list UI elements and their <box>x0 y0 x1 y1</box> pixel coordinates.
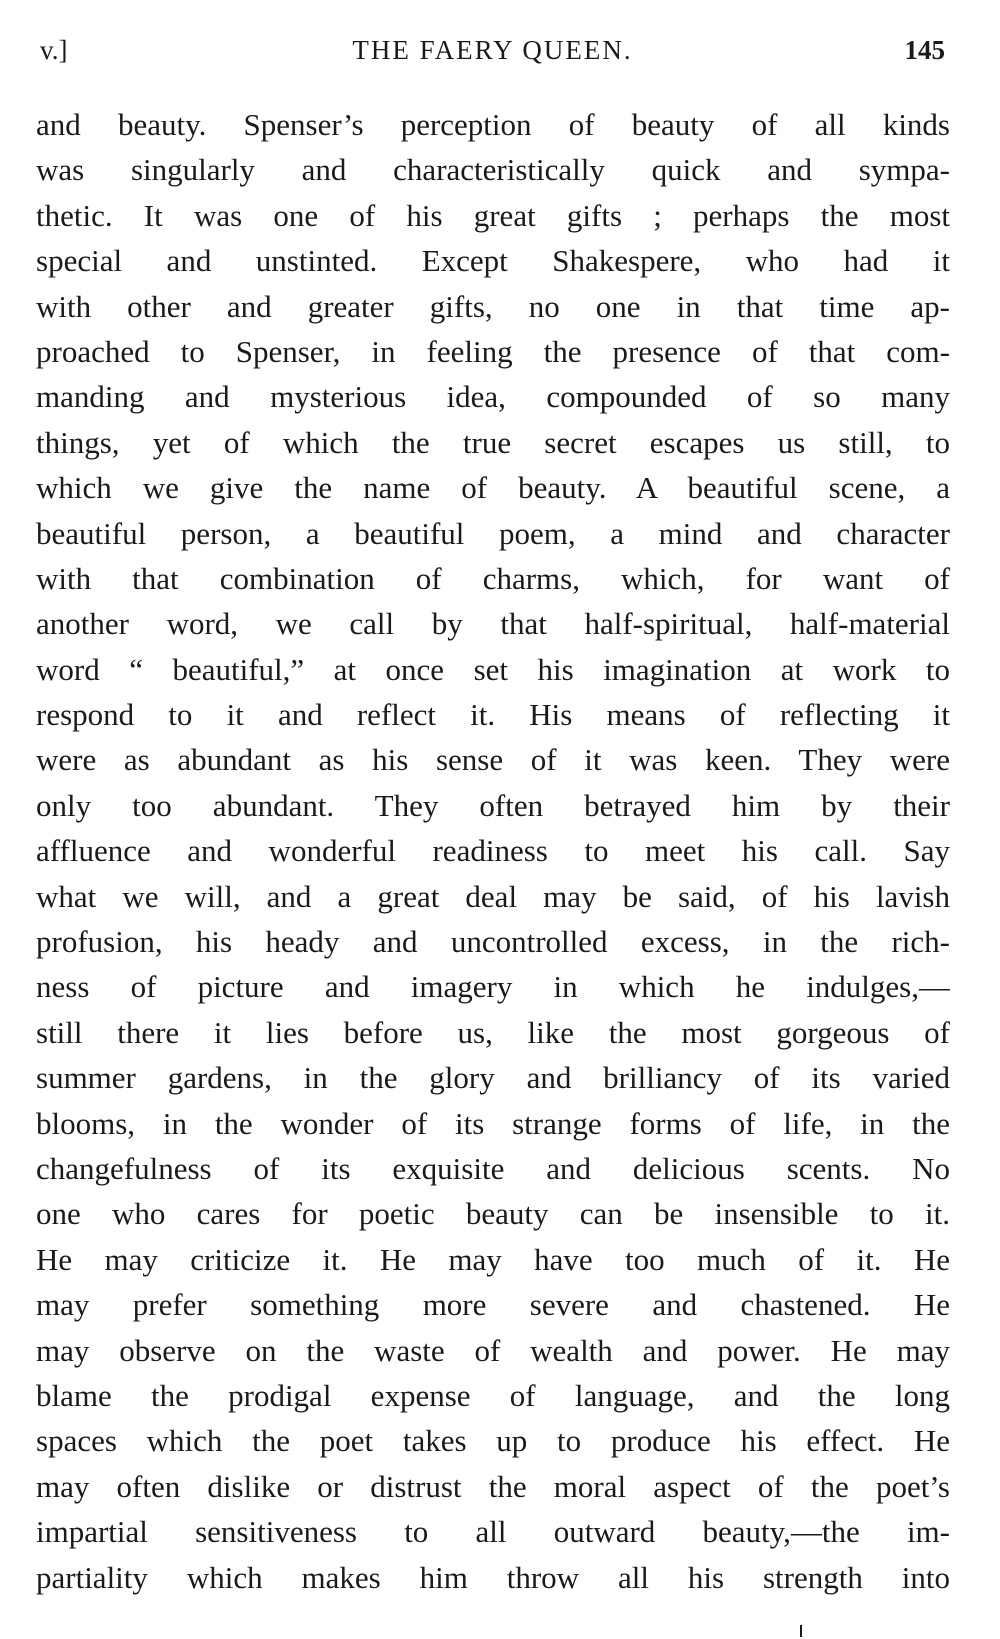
text-line: blooms, in the wonder of its strange forms of life, in the <box>36 1105 950 1141</box>
text-line: thetic. It was one of his great gifts ; perhaps the most <box>36 197 950 233</box>
text-line: only too abundant. They often betrayed him by their <box>36 787 950 823</box>
running-title: THE FAERY QUEEN. <box>352 35 633 65</box>
page-number: 145 <box>904 35 945 65</box>
text-line: respond to it and reflect it. His means of reflecting it <box>36 697 950 733</box>
text-line: may observe on the waste of wealth and power. He may <box>36 1332 950 1368</box>
text-line: ness of picture and imagery in which he indulges,— <box>36 969 950 1005</box>
text-line: proached to Spenser, in feeling the presence of that com- <box>36 333 950 369</box>
text-line: with that combination of charms, which, for want of <box>36 560 950 596</box>
text-line: were as abundant as his sense of it was keen. They were <box>36 742 950 778</box>
printer-mark <box>800 1625 802 1637</box>
text-line: special and unstinted. Except Shakespere, who had it <box>36 243 950 279</box>
text-line: which we give the name of beauty. A beautiful scene, a <box>36 470 950 506</box>
text-line: things, yet of which the true secret escapes us still, to <box>36 424 950 460</box>
text-line: was singularly and characteristically quick and sympa- <box>36 152 950 188</box>
text-line: changefulness of its exquisite and delicious scents. No <box>36 1150 950 1186</box>
text-line: impartial sensitiveness to all outward beauty,—the im- <box>36 1514 950 1550</box>
text-line: may prefer something more severe and chastened. He <box>36 1287 950 1323</box>
text-line: another word, we call by that half-spiritual, half-material <box>36 606 950 642</box>
text-line: manding and mysterious idea, compounded of so many <box>36 379 950 415</box>
text-line: may often dislike or distrust the moral aspect of the poet’s <box>36 1468 950 1504</box>
text-line: affluence and wonderful readiness to meet his call. Say <box>36 833 950 869</box>
text-line: with other and greater gifts, no one in that time ap- <box>36 288 950 324</box>
body-text <box>36 102 950 1600</box>
text-line: partiality which makes him throw all his strength into <box>36 1559 950 1595</box>
text-line: word “ beautiful,” at once set his imagination at work to <box>36 651 950 687</box>
running-head <box>40 30 945 70</box>
text-line: still there it lies before us, like the most gorgeous of <box>36 1014 950 1050</box>
text-line: summer gardens, in the glory and brilliancy of its varied <box>36 1060 950 1096</box>
text-line: profusion, his heady and uncontrolled excess, in the rich- <box>36 924 950 960</box>
text-line: and beauty. Spenser’s perception of beauty of all kinds <box>36 107 950 142</box>
text-line: He may criticize it. He may have too much of it. He <box>36 1241 950 1277</box>
text-line: what we will, and a great deal may be said, of his lavish <box>36 878 950 914</box>
chapter-number: v.] <box>40 35 68 65</box>
text-line: one who cares for poetic beauty can be insensible to it. <box>36 1196 950 1232</box>
text-line: spaces which the poet takes up to produce his effect. He <box>36 1423 950 1459</box>
text-line: blame the prodigal expense of language, and the long <box>36 1377 950 1413</box>
text-line: beautiful person, a beautiful poem, a mind and character <box>36 515 950 551</box>
